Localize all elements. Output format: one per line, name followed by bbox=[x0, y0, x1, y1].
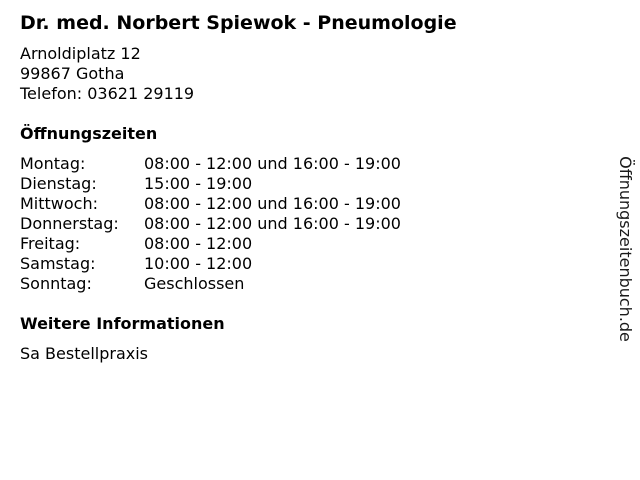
further-info-text: Sa Bestellpraxis bbox=[20, 344, 148, 363]
phone-number: Telefon: 03621 29119 bbox=[20, 84, 195, 103]
day-label: Dienstag: bbox=[20, 174, 97, 193]
time-value: 08:00 - 12:00 bbox=[144, 234, 253, 253]
day-label: Freitag: bbox=[20, 234, 81, 253]
time-value: Geschlossen bbox=[144, 274, 245, 293]
time-value: 10:00 - 12:00 bbox=[144, 254, 253, 273]
day-label: Samstag: bbox=[20, 254, 96, 273]
day-label: Donnerstag: bbox=[20, 214, 119, 233]
day-label: Montag: bbox=[20, 154, 86, 173]
time-value: 08:00 - 12:00 und 16:00 - 19:00 bbox=[144, 214, 401, 233]
address-block bbox=[20, 44, 194, 104]
time-value: 08:00 - 12:00 und 16:00 - 19:00 bbox=[144, 194, 401, 213]
practice-title: Dr. med. Norbert Spiewok - Pneumologie bbox=[20, 12, 457, 34]
day-label: Mittwoch: bbox=[20, 194, 98, 213]
time-value: 15:00 - 19:00 bbox=[144, 174, 253, 193]
street-address: Arnoldiplatz 12 bbox=[20, 44, 141, 63]
brand-watermark: Öffnungszeitenbuch.de bbox=[616, 156, 635, 342]
city-postal-code: 99867 Gotha bbox=[20, 64, 125, 83]
opening-hours-heading: Öffnungszeiten bbox=[20, 124, 158, 143]
day-label: Sonntag: bbox=[20, 274, 92, 293]
further-info-heading: Weitere Informationen bbox=[20, 314, 225, 333]
time-value: 08:00 - 12:00 und 16:00 - 19:00 bbox=[144, 154, 401, 173]
